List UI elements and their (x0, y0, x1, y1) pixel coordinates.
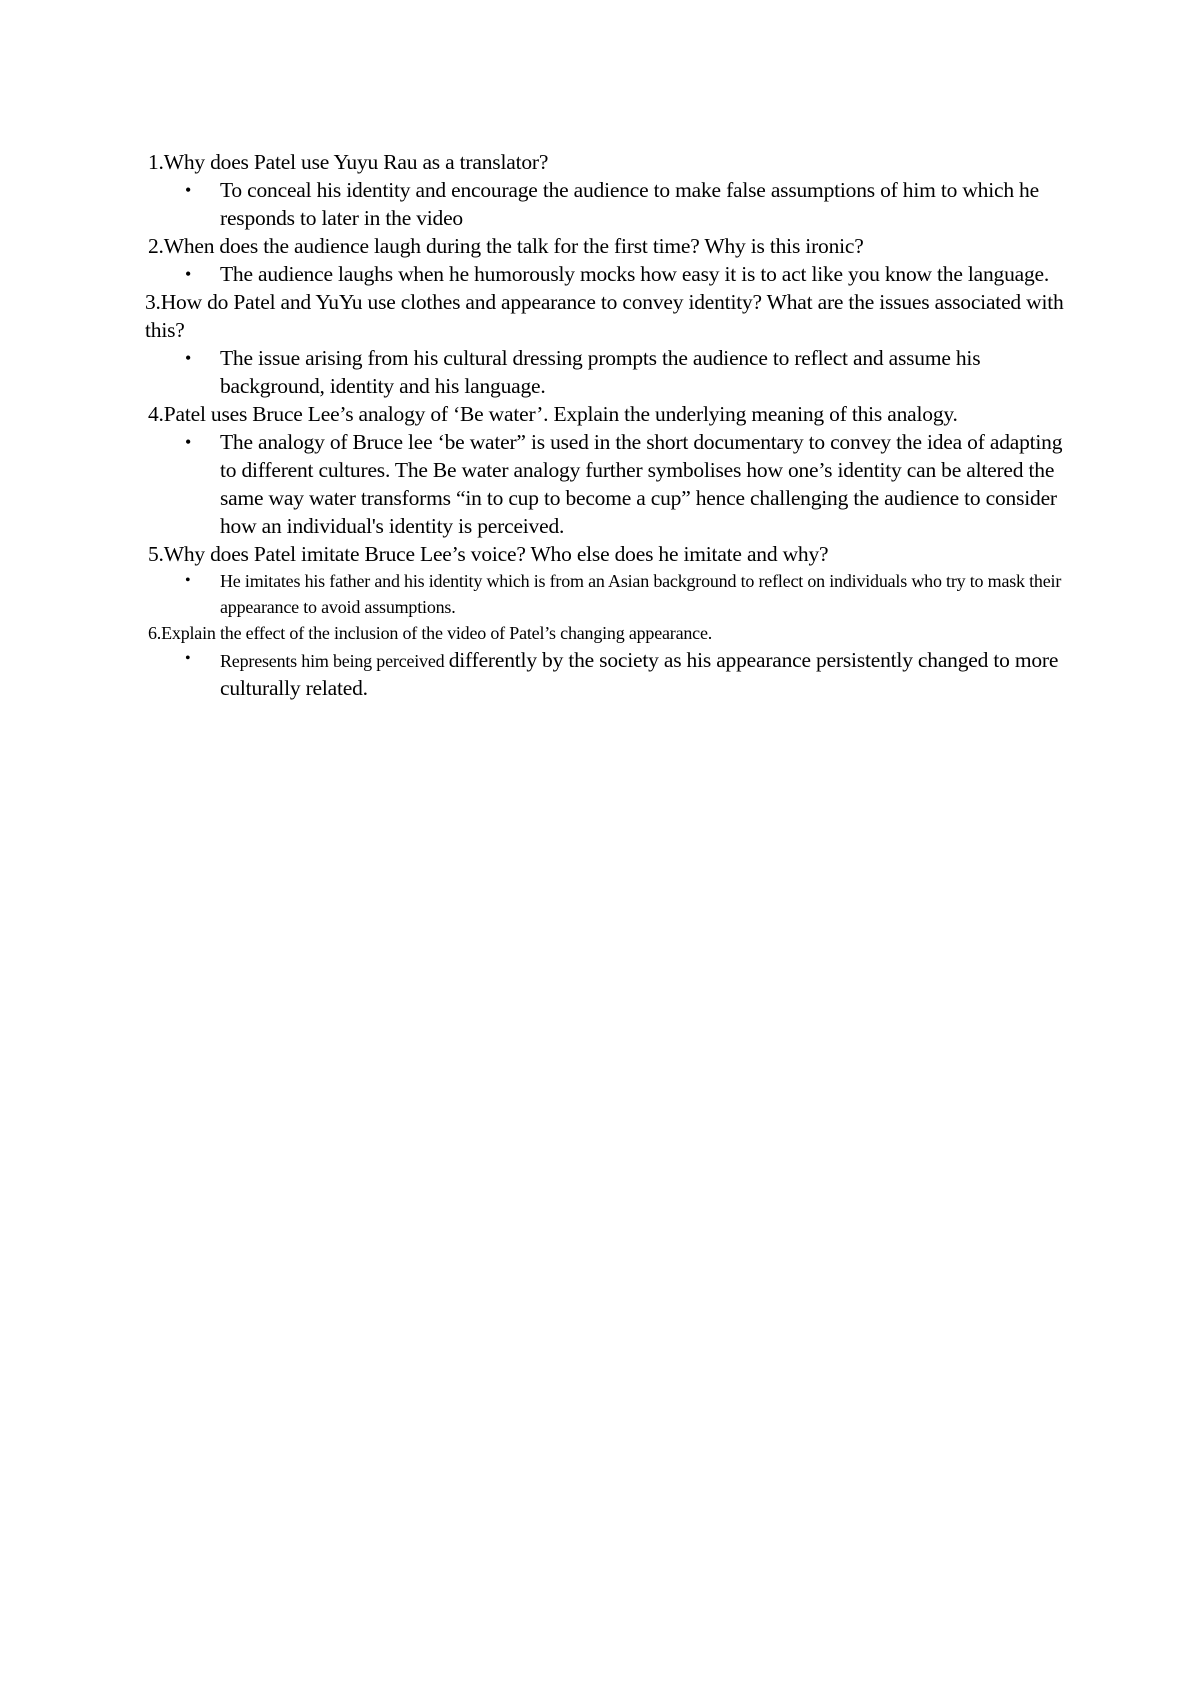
bullet-icon: • (185, 264, 192, 284)
bullet-icon: • (185, 348, 192, 368)
question-3: 3.How do Patel and YuYu use clothes and appearance to convey identity? What are the issues associated with this? (145, 290, 1064, 342)
question-2: 2.When does the audience laugh during the talk for the first time? Why is this ironic? (148, 234, 864, 258)
question-1: 1.Why does Patel use Yuyu Rau as a translator? (148, 150, 549, 174)
document-body (145, 148, 1068, 702)
answer-6-text-part-1: Represents him being perceived (220, 651, 449, 671)
question-4: 4.Patel uses Bruce Lee’s analogy of ‘Be water’. Explain the underlying meaning of this analogy. (148, 402, 958, 426)
answer-2 (185, 260, 1068, 288)
qa-item-4 (148, 400, 1068, 540)
qa-item-1 (148, 148, 1068, 232)
qa-item-2 (148, 232, 1068, 288)
answer-1 (185, 176, 1068, 232)
answer-3-text: The issue arising from his cultural dressing prompts the audience to reflect and assume his background, identity and his language. (220, 346, 981, 398)
answer-5-text: He imitates his father and his identity which is from an Asian background to reflect on individuals who try to mask their appearance to avoid assumptions. (220, 571, 1062, 617)
answer-4 (185, 428, 1068, 540)
question-5: 5.Why does Patel imitate Bruce Lee’s voice? Who else does he imitate and why? (148, 542, 829, 566)
bullet-icon: • (185, 650, 191, 667)
qa-item-3 (145, 288, 1068, 400)
bullet-icon: • (185, 432, 192, 452)
answer-6 (185, 646, 1068, 702)
answer-1-text: To conceal his identity and encourage the audience to make false assumptions of him to which he responds to later in the video (220, 178, 1039, 230)
qa-item-5-answer-group (148, 568, 1068, 702)
answer-3 (185, 344, 1068, 400)
answer-2-text: The audience laughs when he humorously mocks how easy it is to act like you know the language. (220, 262, 1050, 286)
qa-item-5 (148, 540, 1068, 568)
answer-6-text-part-2: differently by the society as his appearance persistently changed to more culturally related. (220, 648, 1059, 700)
answer-4-text: The analogy of Bruce lee ‘be water” is used in the short documentary to convey the idea of adapting to different cultures. The Be water analogy further symbolises how one’s identity can be altered the same way water transforms “in to cup to become a cup” hence challenging the audience to consider how an individual's identity is perceived. (220, 430, 1063, 538)
answer-5 (185, 568, 1068, 620)
question-6: 6.Explain the effect of the inclusion of the video of Patel’s changing appearance. (148, 623, 713, 643)
bullet-icon: • (185, 572, 191, 589)
bullet-icon: • (185, 180, 192, 200)
